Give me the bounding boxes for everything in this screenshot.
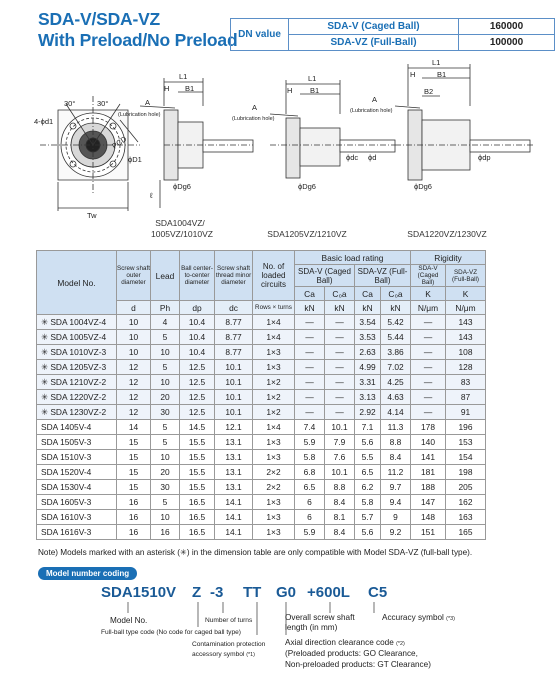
cell-circ: 1×2 [253,405,295,420]
code-clearance: G0 [276,584,297,601]
cell-d: 12 [117,375,151,390]
caption-3: SDA1220VZ/1230VZ [407,229,487,239]
cell-c0a1: 7.9 [325,435,355,450]
cell-dc: 10.1 [215,375,253,390]
cell-dc: 10.1 [215,390,253,405]
cell-dp: 10.4 [180,345,215,360]
table-row [37,495,486,510]
code-model: SDA1510V [101,584,177,601]
cell-dc: 10.1 [215,405,253,420]
label-preloaded: (Preloaded products: GO Clearance, [285,649,418,658]
header-load-sdavz: SDA-VZ (Full-Ball) [355,265,411,287]
label-accuracy-ref: (*3) [446,616,455,622]
model-coding-badge: Model number coding [38,567,137,580]
cell-model: ✳ SDA 1004VZ-4 [37,315,117,330]
cell-dc: 13.1 [215,465,253,480]
table-row [37,315,486,330]
caption-2: SDA1205VZ/1210VZ [267,229,347,239]
cell-k1: — [411,360,446,375]
header-ca-1: Ca [295,287,325,301]
cell-c0a2: 7.02 [381,360,411,375]
code-contamination: TT [243,584,262,601]
cell-k2: 143 [446,315,486,330]
label-contamination-2-text: accessory symbol [192,651,245,658]
cell-k1: — [411,405,446,420]
header-k-1: K [411,287,446,301]
label-clearance [285,638,405,649]
cell-circ: 1×3 [253,435,295,450]
label-pcd: PCD [110,134,129,151]
cell-k1: 178 [411,420,446,435]
cell-c0a1: 8.1 [325,510,355,525]
unit-ph: Ph [151,301,180,315]
label-contamination-2 [192,650,255,660]
header-rigidity: Rigidity [411,251,486,265]
label-dg6-b: ϕDg6 [298,182,316,191]
header-screw-od: Screw shaft outer diameter [117,251,151,301]
header-rig-sdavz: SDA-VZ (Full-Ball) [446,265,486,287]
cell-k2: 198 [446,465,486,480]
cell-dc: 8.77 [215,330,253,345]
cell-ph: 30 [151,480,180,495]
unit-kn-3: kN [355,301,381,315]
cell-model: SDA 1605V-3 [37,495,117,510]
header-ball-center: Ball center-to-center diameter [180,251,215,301]
label-l1-b: L1 [308,74,317,83]
cell-ca1: — [295,315,325,330]
cell-model: ✳ SDA 1230VZ-2 [37,405,117,420]
header-c0a-2: C₀a [381,287,411,301]
code-length: +600L [307,584,350,601]
cell-ca1: — [295,405,325,420]
side-view-3 [395,64,535,180]
cell-k1: 188 [411,480,446,495]
cell-ph: 10 [151,450,180,465]
cell-d: 12 [117,360,151,375]
unit-nmu-2: N/μm [446,301,486,315]
dn-value-sdavz: 100000 [459,35,555,51]
cell-ph: 30 [151,405,180,420]
table-row [37,525,486,540]
cell-ph: 5 [151,495,180,510]
label-tw: Tw [87,211,97,220]
cell-dp: 12.5 [180,390,215,405]
label-length-2: length (in mm) [285,623,338,632]
cell-k2: 108 [446,345,486,360]
header-c0a-1: C₀a [325,287,355,301]
label-b1-b: B1 [310,86,320,95]
cell-dp: 15.5 [180,450,215,465]
cell-ca2: 3.54 [355,315,381,330]
label-b1-a: B1 [185,84,195,93]
cell-model: SDA 1405V-4 [37,420,117,435]
cell-dc: 13.1 [215,480,253,495]
cell-ph: 10 [151,375,180,390]
cell-circ: 1×4 [253,330,295,345]
unit-d: d [117,301,151,315]
cell-ph: 20 [151,390,180,405]
cell-c0a2: 5.44 [381,330,411,345]
cell-model: ✳ SDA 1010VZ-3 [37,345,117,360]
cell-dc: 13.1 [215,435,253,450]
cell-c0a2: 9.7 [381,480,411,495]
cell-d: 12 [117,390,151,405]
cell-k1: 147 [411,495,446,510]
cell-dp: 15.5 [180,435,215,450]
cell-ca2: 7.1 [355,420,381,435]
cell-k1: 151 [411,525,446,540]
cell-ca2: 6.2 [355,480,381,495]
cell-ph: 5 [151,420,180,435]
cell-c0a2: 8.8 [381,435,411,450]
table-row [37,480,486,495]
cell-c0a1: 8.4 [325,525,355,540]
cell-ca1: 5.9 [295,525,325,540]
cell-circ: 1×3 [253,345,295,360]
cell-c0a1: — [325,390,355,405]
cell-k1: 148 [411,510,446,525]
cell-ca1: 6 [295,510,325,525]
dn-type-sdav: SDA-V (Caged Ball) [289,19,459,35]
header-k-2: K [446,287,486,301]
unit-kn-4: kN [381,301,411,315]
label-nonpreloaded: Non-preloaded products: GT Clearance) [285,660,431,669]
dn-value-sdav: 160000 [459,19,555,35]
table-row [37,345,486,360]
code-leader-lines [0,595,555,665]
cell-ca1: — [295,375,325,390]
cell-dc: 14.1 [215,495,253,510]
label-30deg-a: 30° [64,99,76,108]
label-contamination-ref: (*1) [246,652,255,658]
cell-circ: 1×3 [253,525,295,540]
cell-ph: 10 [151,345,180,360]
label-a-c: A [372,95,378,104]
cell-d: 15 [117,480,151,495]
label-clearance-text: Axial direction clearance code [285,638,394,647]
page-title [38,9,237,51]
label-d1-a: ϕD1 [128,155,142,164]
cell-ca2: 2.92 [355,405,381,420]
cell-ca1: — [295,345,325,360]
table-note: Note) Models marked with an asterisk (✳) in the dimension table are only compatible with Model SDA-VZ (full-ball type). [38,548,473,557]
label-l1-c: L1 [432,58,441,67]
cell-ph: 5 [151,360,180,375]
cell-c0a2: 5.42 [381,315,411,330]
cell-c0a1: 8.4 [325,495,355,510]
cell-d: 15 [117,435,151,450]
cell-d: 12 [117,405,151,420]
cell-ca2: 5.5 [355,450,381,465]
cell-dc: 14.1 [215,525,253,540]
table-row [37,435,486,450]
label-length-1: Overall screw shaft [285,613,355,622]
cell-dp: 12.5 [180,405,215,420]
table-row [37,465,486,480]
cell-c0a2: 11.3 [381,420,411,435]
cell-dp: 16.5 [180,525,215,540]
header-rig-sdav: SDA-V (Caged Ball) [411,265,446,287]
label-clearance-ref: (*2) [396,641,405,647]
cell-ca1: 7.4 [295,420,325,435]
cell-dc: 8.77 [215,345,253,360]
cell-ca2: 2.63 [355,345,381,360]
header-thread-minor: Screw shaft thread minor diameter [215,251,253,301]
cell-c0a1: — [325,375,355,390]
cell-ca1: 5.9 [295,435,325,450]
code-turns: -3 [210,584,224,601]
cell-c0a2: 4.14 [381,405,411,420]
cell-k1: 140 [411,435,446,450]
cell-k2: 163 [446,510,486,525]
label-dp-c: ϕdp [478,153,491,162]
table-row [37,405,486,420]
cell-c0a2: 4.25 [381,375,411,390]
dn-label: DN value [231,19,289,51]
cell-ca2: 4.99 [355,360,381,375]
unit-nmu-1: N/μm [411,301,446,315]
cell-c0a2: 11.2 [381,465,411,480]
cell-circ: 2×2 [253,465,295,480]
cell-d: 16 [117,525,151,540]
label-holes: 4-ϕd1 [34,117,54,126]
cell-dc: 8.77 [215,315,253,330]
cell-dp: 16.5 [180,495,215,510]
cell-circ: 1×3 [253,450,295,465]
label-a-b: A [252,103,258,112]
cell-dp: 15.5 [180,465,215,480]
label-l1-a: L1 [179,72,188,81]
cell-dp: 10.4 [180,315,215,330]
cell-d: 16 [117,495,151,510]
cell-c0a2: 9.4 [381,495,411,510]
cell-dc: 13.1 [215,450,253,465]
cell-c0a1: 10.1 [325,465,355,480]
label-dc-b: ϕdc [346,153,359,162]
dn-value-table [230,18,555,51]
cell-d: 10 [117,330,151,345]
cell-model: SDA 1610V-3 [37,510,117,525]
label-lub-a: (Lubrication hole) [118,112,161,118]
cell-ca2: 5.6 [355,435,381,450]
unit-kn-2: kN [325,301,355,315]
cell-circ: 1×3 [253,360,295,375]
cell-circ: 1×4 [253,420,295,435]
cell-k1: 141 [411,450,446,465]
cell-model: SDA 1530V-4 [37,480,117,495]
cell-ca2: 5.6 [355,525,381,540]
label-accuracy [382,613,455,624]
cell-model: SDA 1520V-4 [37,465,117,480]
header-lead: Lead [151,251,180,301]
label-dg6-a: ϕDg6 [173,182,191,191]
label-dg6-c: ϕDg6 [414,182,432,191]
cell-c0a2: 3.86 [381,345,411,360]
cell-c0a1: — [325,345,355,360]
cell-dc: 10.1 [215,360,253,375]
cell-k1: — [411,315,446,330]
table-row [37,420,486,435]
unit-dc: dc [215,301,253,315]
cell-circ: 1×2 [253,390,295,405]
cell-c0a1: 7.6 [325,450,355,465]
cell-k2: 196 [446,420,486,435]
label-h-b: H [287,86,293,95]
unit-kn-1: kN [295,301,325,315]
cell-k1: — [411,375,446,390]
cell-c0a1: — [325,315,355,330]
cell-model: ✳ SDA 1210VZ-2 [37,375,117,390]
cell-c0a2: 8.4 [381,450,411,465]
cell-k1: 181 [411,465,446,480]
label-d-b: ϕd [368,153,377,162]
title-line-1: SDA-V/SDA-VZ [38,9,161,29]
title-line-2: With Preload/No Preload [38,30,238,50]
cell-ca1: 6.8 [295,465,325,480]
cell-k1: — [411,330,446,345]
cell-k2: 162 [446,495,486,510]
label-full-ball: Full-ball type code (No code for caged ball type) [101,629,242,636]
cell-dp: 12.5 [180,360,215,375]
caption-1a: SDA1004VZ/ [155,218,205,228]
cell-dc: 14.1 [215,510,253,525]
cell-k2: 165 [446,525,486,540]
cell-ca2: 3.31 [355,375,381,390]
cell-ph: 16 [151,525,180,540]
cell-model: SDA 1616V-3 [37,525,117,540]
caption-1b: 1005VZ/1010VZ [151,229,213,239]
label-b2-c: B2 [424,87,434,96]
label-turns: Number of turns [205,617,253,624]
label-a-a: A [145,98,151,107]
cell-c0a1: — [325,330,355,345]
label-h-c: H [410,70,416,79]
cell-d: 15 [117,450,151,465]
cell-k2: 153 [446,435,486,450]
cell-ph: 20 [151,465,180,480]
cell-k1: — [411,345,446,360]
cell-ca2: 5.7 [355,510,381,525]
cell-circ: 1×3 [253,510,295,525]
cell-circ: 2×2 [253,480,295,495]
cell-dc: 12.1 [215,420,253,435]
cell-k2: 205 [446,480,486,495]
technical-drawing [0,58,555,248]
cell-c0a2: 9 [381,510,411,525]
label-l-a: ℓ [150,191,153,200]
code-accuracy: C5 [368,584,388,601]
cell-d: 14 [117,420,151,435]
cell-dp: 15.5 [180,480,215,495]
cell-circ: 1×4 [253,315,295,330]
label-contamination-1: Contamination protection [192,641,266,648]
cell-k2: 87 [446,390,486,405]
cell-ca2: 3.53 [355,330,381,345]
cell-ca1: 6 [295,495,325,510]
cell-model: ✳ SDA 1005VZ-4 [37,330,117,345]
cell-k1: — [411,390,446,405]
cell-ph: 5 [151,435,180,450]
cell-c0a2: 9.2 [381,525,411,540]
label-30deg-b: 30° [97,99,109,108]
cell-dp: 14.5 [180,420,215,435]
cell-d: 10 [117,315,151,330]
table-row [37,510,486,525]
header-load-sdav: SDA-V (Caged Ball) [295,265,355,287]
cell-k2: 154 [446,450,486,465]
table-row [37,390,486,405]
label-lub-b: (Lubrication hole) [232,116,275,122]
cell-c0a1: — [325,360,355,375]
cell-k2: 128 [446,360,486,375]
label-h-a: H [164,84,170,93]
cell-ph: 10 [151,510,180,525]
cell-dp: 10.4 [180,330,215,345]
cell-c0a1: 10.1 [325,420,355,435]
cell-c0a1: — [325,405,355,420]
cell-circ: 1×2 [253,375,295,390]
label-lub-c: (Lubrication hole) [350,108,393,114]
cell-ph: 5 [151,330,180,345]
cell-model: ✳ SDA 1205VZ-3 [37,360,117,375]
cell-ca1: — [295,330,325,345]
cell-ca1: 6.5 [295,480,325,495]
table-row [37,360,486,375]
cell-ca2: 3.13 [355,390,381,405]
cell-circ: 1×3 [253,495,295,510]
dn-type-sdavz: SDA-VZ (Full-Ball) [289,35,459,51]
cell-k2: 143 [446,330,486,345]
cell-model: ✳ SDA 1220VZ-2 [37,390,117,405]
cell-k2: 83 [446,375,486,390]
cell-ph: 4 [151,315,180,330]
table-row [37,330,486,345]
cell-ca2: 5.8 [355,495,381,510]
label-accuracy-text: Accuracy symbol [382,613,444,622]
unit-rows-turns: Rows × turns [253,301,295,315]
header-loaded-circuits: No. of loaded circuits [253,251,295,301]
cell-dp: 16.5 [180,510,215,525]
code-full-ball: Z [192,584,202,601]
unit-dp: dp [180,301,215,315]
cell-c0a2: 4.63 [381,390,411,405]
cell-c0a1: 8.8 [325,480,355,495]
table-row [37,450,486,465]
header-model: Model No. [37,251,117,315]
cell-ca1: — [295,390,325,405]
cell-ca2: 6.5 [355,465,381,480]
header-ca-2: Ca [355,287,381,301]
cell-dp: 12.5 [180,375,215,390]
header-basic-load: Basic load rating [295,251,411,265]
side-view-1 [140,78,253,208]
cell-ca1: 5.8 [295,450,325,465]
label-model-no: Model No. [110,616,148,625]
specification-table [36,250,486,540]
cell-d: 16 [117,510,151,525]
label-b1-c: B1 [437,70,447,79]
cell-d: 15 [117,465,151,480]
cell-d: 10 [117,345,151,360]
specification-table-body [37,315,486,540]
cell-k2: 91 [446,405,486,420]
table-row [37,375,486,390]
cell-model: SDA 1510V-3 [37,450,117,465]
cell-model: SDA 1505V-3 [37,435,117,450]
cell-ca1: — [295,360,325,375]
